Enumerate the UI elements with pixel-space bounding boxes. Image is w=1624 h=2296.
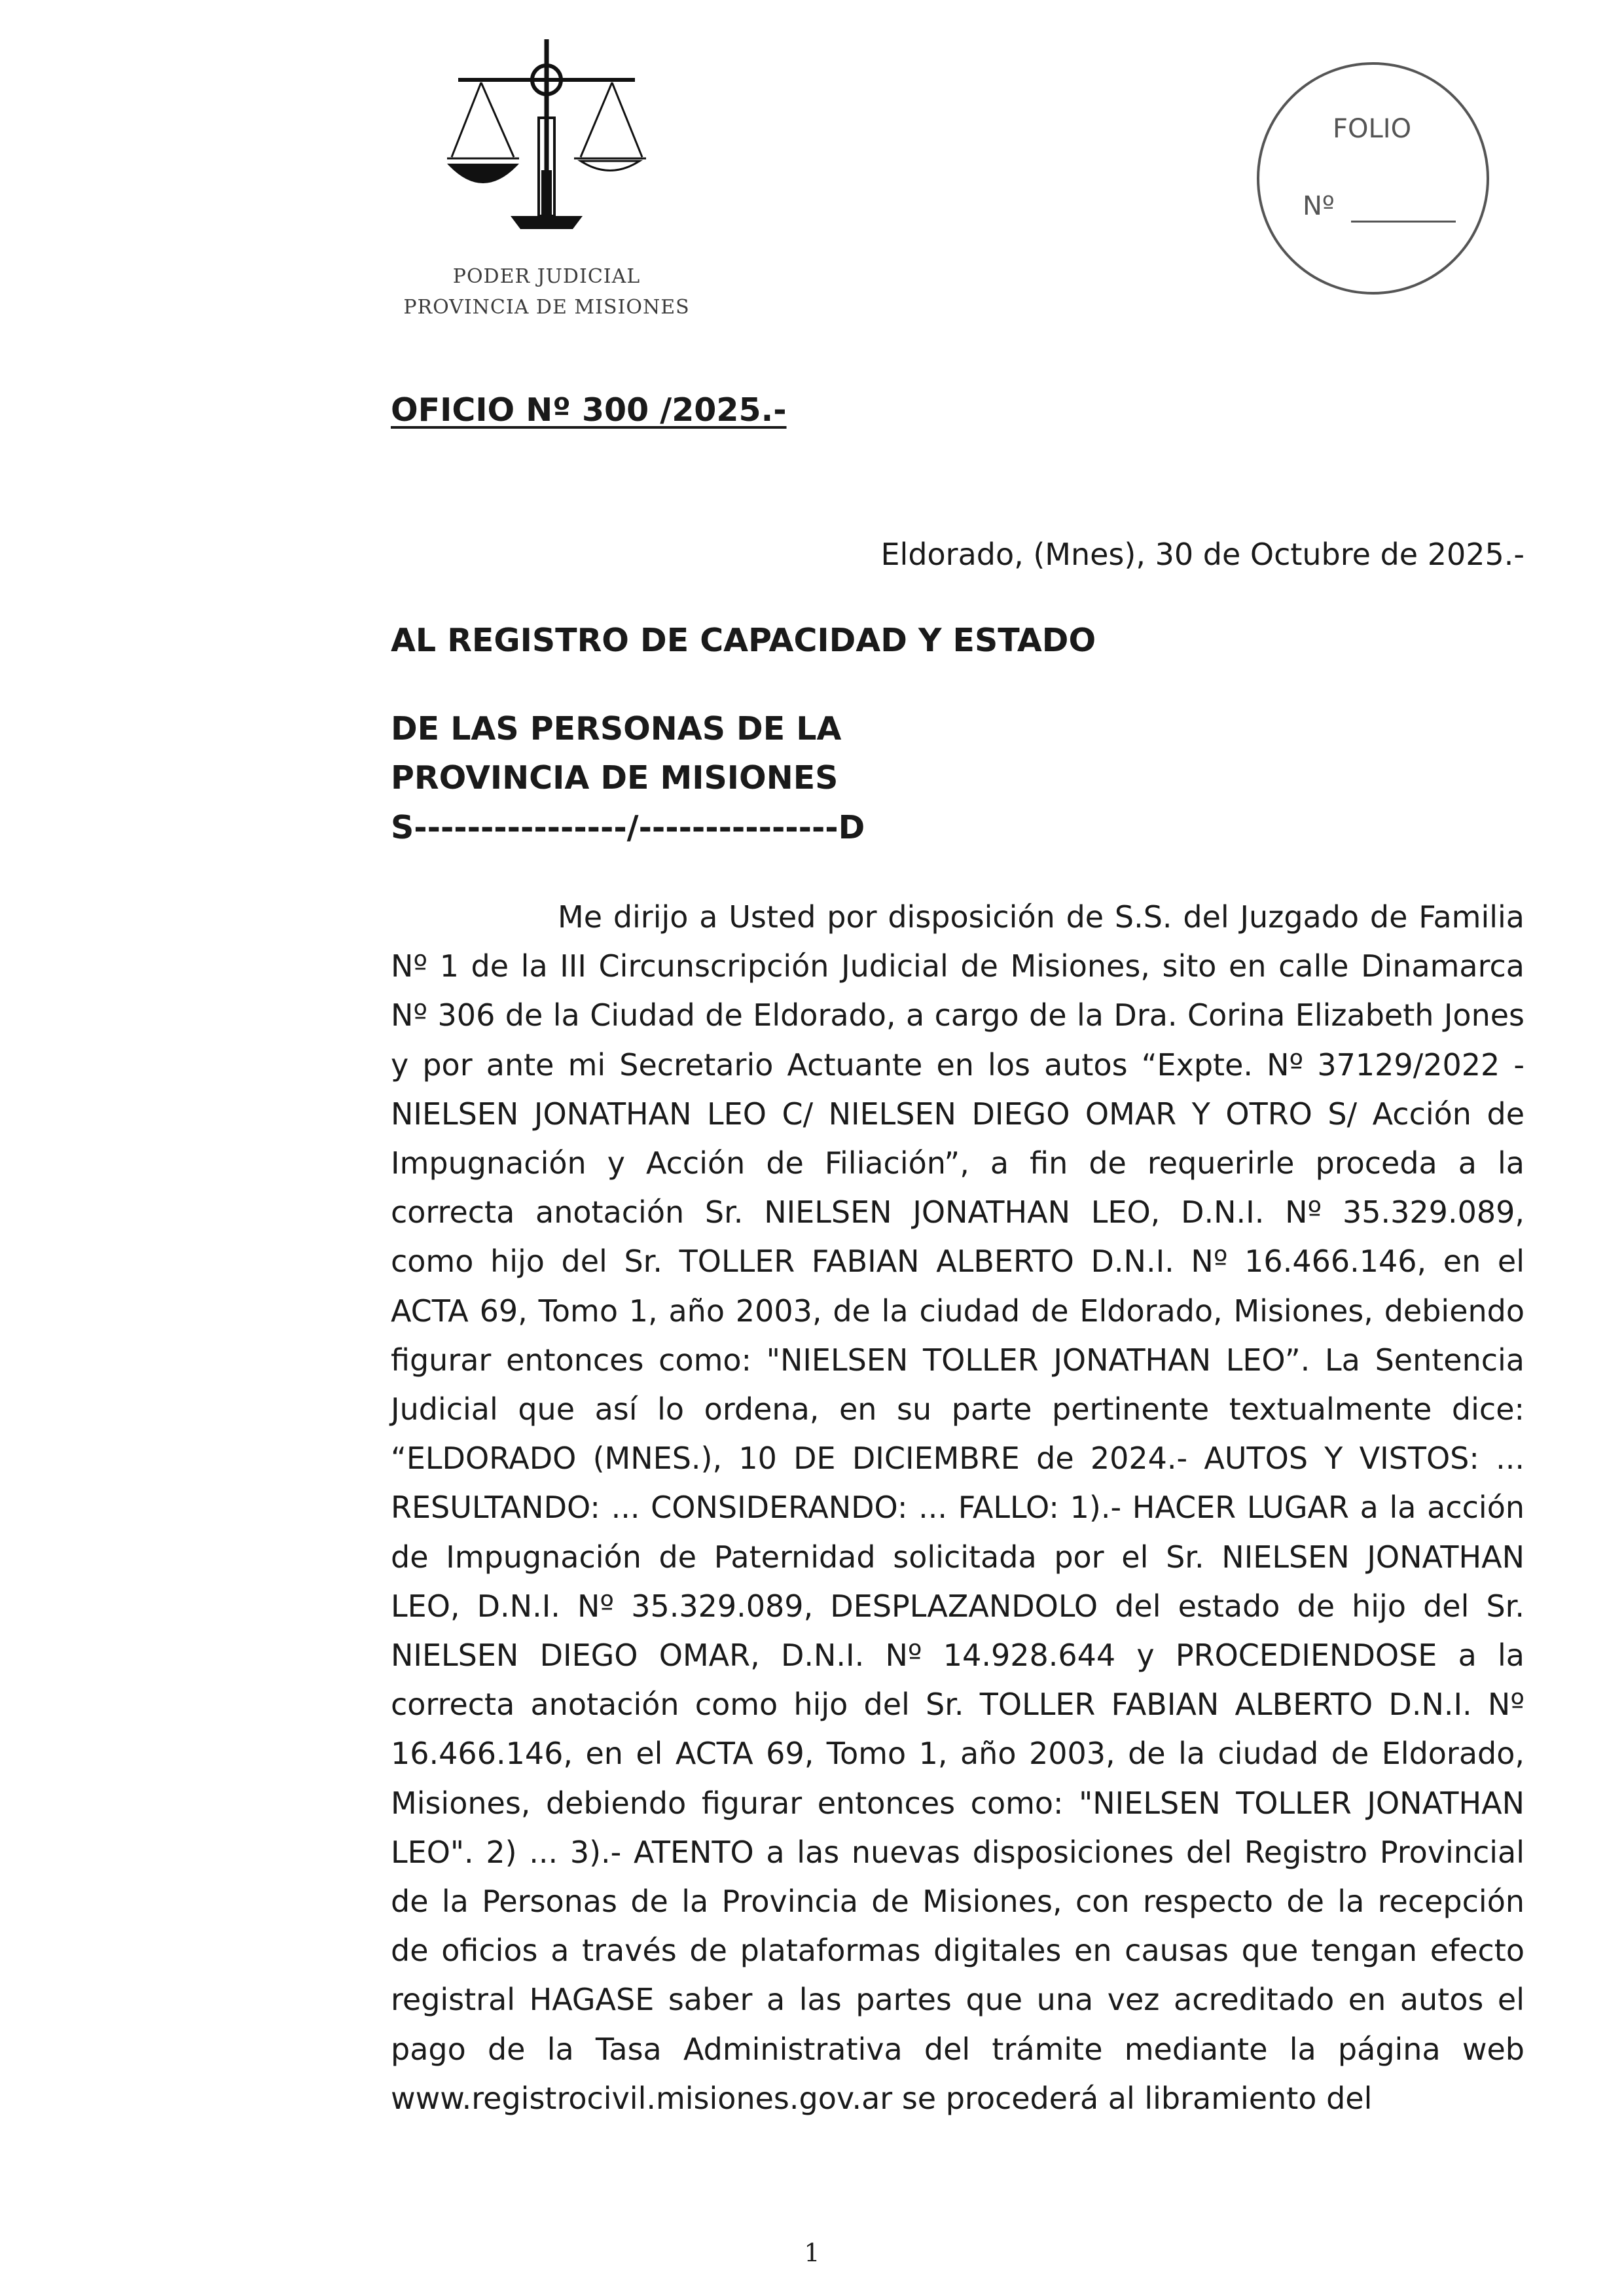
folio-number-line: [1351, 221, 1456, 223]
recipient-line-2: DE LAS PERSONAS DE LA: [391, 710, 842, 747]
body-paragraph: Me dirijo a Usted por disposición de S.S. del Juzgado de Familia Nº 1 de la III Circunscripción Judicial de Misiones, sito en calle Dinamarca Nº 306 de la Ciudad de Eldorado, a cargo de la Dra. Corina Elizabeth Jones y por ante mi Secretario Actuante en los autos “Expte. Nº 37129/2022 - NIELSEN JONATHAN LEO C/ NIELSEN DIEGO OMAR Y OTRO S/ Acción de Impugnación y Acción de Filiación”, a fin de requerirle proceda a la correcta anotación Sr. NIELSEN JONATHAN LEO, D.N.I. Nº 35.329.089, como hijo del Sr. TOLLER FABIAN ALBERTO D.N.I. Nº 16.466.146, en el ACTA 69, Tomo 1, año 2003, de la ciudad de Eldorado, Misiones, debiendo figurar entonces como: "NIELSEN TOLLER JONATHAN LEO”. La Sentencia Judicial que así lo ordena, en su parte pertinente textualmente dice: “ELDORADO (MNES.), 10 DE DICIEMBRE de 2024.- AUTOS Y VISTOS: ... RESULTANDO: ... CONSIDERANDO: ... FALLO: 1).- HACER LUGAR a la acción de Impugnación de Paternidad solicitada por el Sr. NIELSEN JONATHAN LEO, D.N.I. Nº 35.329.089, DESPLAZANDOLO del estado de hijo del Sr. NIELSEN DIEGO OMAR, D.N.I. Nº 14.928.644 y PROCEDIENDOSE a la correcta anotación como hijo del Sr. TOLLER FABIAN ALBERTO D.N.I. Nº 16.466.146, en el ACTA 69, Tomo 1, año 2003, de la ciudad de Eldorado, Misiones, debiendo figurar entonces como: "NIELSEN TOLLER JONATHAN LEO". 2) ... 3).- ATENTO a las nuevas disposiciones del Registro Provincial de la Personas de la Provincia de Misiones, con respecto de la recepción de oficios a través de plataformas digitales en causas que tengan efecto registral HAGASE saber a las partes que una vez acreditado en autos el pago de la Tasa Administrativa del trámite mediante la página web www.registrocivil.misiones.gov.ar se procederá al libramiento del: [391, 899, 1525, 2116]
recipient-line-3: PROVINCIA DE MISIONES: [391, 759, 839, 797]
folio-number-label: Nº: [1303, 191, 1335, 221]
document-title: OFICIO Nº 300 /2025.-: [391, 391, 787, 429]
institution-province: PROVINCIA DE MISIONES: [403, 296, 690, 319]
scales-of-justice-icon: [442, 39, 651, 236]
folio-label: FOLIO: [1333, 114, 1412, 144]
institution-name: PODER JUDICIAL: [452, 265, 641, 288]
folio-stamp: [1257, 62, 1489, 295]
recipient-line-1: AL REGISTRO DE CAPACIDAD Y ESTADO: [391, 622, 1096, 659]
judicial-crest: [403, 39, 691, 319]
page-number: 1: [804, 2238, 820, 2267]
recipient-line-4: S----------------/---------------D: [391, 809, 865, 846]
date-line: Eldorado, (Mnes), 30 de Octubre de 2025.-: [880, 537, 1525, 572]
